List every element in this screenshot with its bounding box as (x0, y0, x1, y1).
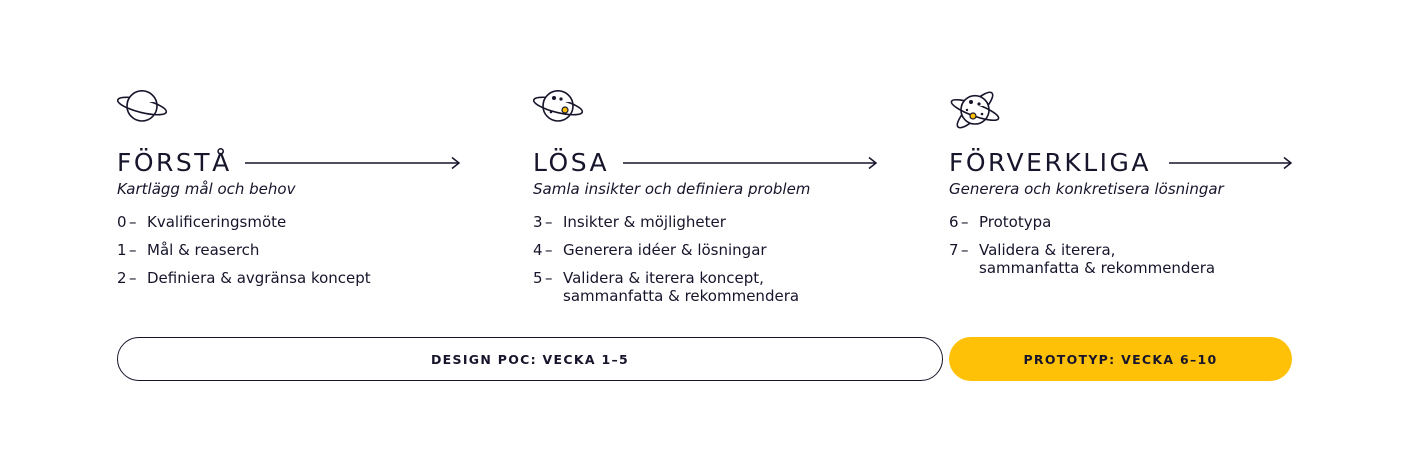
step-item (533, 269, 799, 305)
step-label-line2: sammanfatta & rekommendera (979, 259, 1216, 277)
timeline-design-label: DESIGN POC: VECKA 1–5 (431, 351, 629, 367)
arrow-right-icon (623, 156, 879, 170)
step-number: 7 (949, 241, 959, 259)
phase-subtitle: Kartlägg mål och behov (117, 180, 296, 198)
step-item (533, 213, 799, 231)
timeline-prototype-label: PROTOTYP: VECKA 6–10 (1023, 351, 1218, 367)
phase-title: LÖSA (533, 148, 610, 177)
step-label (563, 269, 799, 305)
planet-orbits-icon (949, 86, 1005, 134)
step-item (533, 241, 799, 259)
step-separator: – (129, 213, 137, 231)
phase-title: FÖRVERKLIGA (949, 148, 1151, 177)
phase-title: FÖRSTÅ (117, 148, 232, 177)
step-number: 1 (117, 241, 127, 259)
step-list (533, 213, 799, 315)
step-separator: – (129, 241, 137, 259)
step-number: 0 (117, 213, 127, 231)
step-label: Definiera & avgränsa koncept (147, 269, 371, 287)
step-separator: – (129, 269, 137, 287)
step-list (117, 213, 371, 297)
step-item (949, 241, 1215, 277)
step-label: Generera idéer & lösningar (563, 241, 767, 259)
step-item (117, 241, 371, 259)
step-number: 6 (949, 213, 959, 231)
timeline-design-poc (117, 337, 943, 381)
arrow-right-icon (245, 156, 461, 170)
step-separator: – (545, 269, 553, 287)
step-number: 3 (533, 213, 543, 231)
step-separator: – (961, 241, 969, 259)
phase-subtitle: Generera och konkretisera lösningar (949, 180, 1224, 198)
step-separator: – (545, 213, 553, 231)
step-label-line1: Validera & iterera koncept, (563, 269, 764, 287)
step-label: Insikter & möjligheter (563, 213, 726, 231)
step-label-line1: Validera & iterera, (979, 241, 1116, 259)
step-label: Kvalificeringsmöte (147, 213, 287, 231)
step-label: Prototypa (979, 213, 1052, 231)
step-separator: – (961, 213, 969, 231)
planet-icon (117, 86, 173, 134)
step-label (979, 241, 1215, 277)
step-separator: – (545, 241, 553, 259)
planet-craters-icon (533, 86, 589, 134)
step-list (949, 213, 1215, 287)
step-number: 5 (533, 269, 543, 287)
step-label: Mål & reaserch (147, 241, 260, 259)
step-item (117, 269, 371, 287)
step-label-line2: sammanfatta & rekommendera (563, 287, 800, 305)
phase-subtitle: Samla insikter och definiera problem (533, 180, 811, 198)
step-number: 4 (533, 241, 543, 259)
step-item (949, 213, 1215, 231)
arrow-right-icon (1169, 156, 1293, 170)
step-number: 2 (117, 269, 127, 287)
timeline-prototype (949, 337, 1292, 381)
step-item (117, 213, 371, 231)
